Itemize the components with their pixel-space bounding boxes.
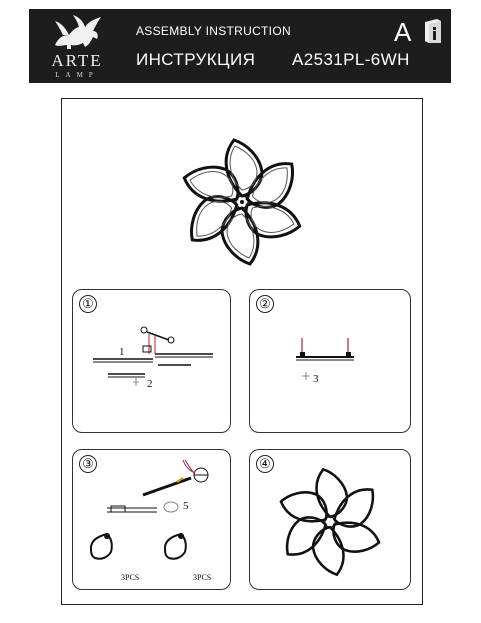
language-letter: A xyxy=(394,17,412,47)
step-2-number: ② xyxy=(256,295,274,313)
lamp-overview-illustration xyxy=(167,132,317,272)
step-3-number: ③ xyxy=(79,455,97,473)
step-3-drawing xyxy=(73,450,232,591)
step-1-panel xyxy=(72,289,231,433)
step-1-number: ① xyxy=(79,295,97,313)
step-4-drawing xyxy=(250,450,412,591)
brand-logo xyxy=(37,15,115,79)
step-2-label-3: 3 xyxy=(313,373,319,385)
step-1-label-2: 2 xyxy=(147,378,153,390)
title-english: ASSEMBLY INSTRUCTION xyxy=(136,24,291,38)
step-3-part-a-count: 3PCS xyxy=(121,573,140,582)
header-banner xyxy=(29,9,451,83)
step-3-part-b-count: 3PCS xyxy=(193,573,212,582)
step-4-panel xyxy=(249,449,411,590)
step-1-drawing xyxy=(73,290,232,434)
model-number: A2531PL-6WH xyxy=(292,50,410,69)
brand-subtitle: LAMP xyxy=(55,71,99,79)
info-book-icon xyxy=(423,18,443,44)
title-russian: ИНСТРУКЦИЯ xyxy=(136,50,256,69)
brand-name: ARTE xyxy=(51,51,103,70)
griffin-logo-icon xyxy=(49,15,103,51)
step-3-panel xyxy=(72,449,231,590)
step-2-panel xyxy=(249,289,411,433)
step-3-label-5: 5 xyxy=(183,500,189,512)
step-2-drawing xyxy=(250,290,412,434)
step-1-label-1: 1 xyxy=(119,346,125,358)
step-4-number: ④ xyxy=(256,455,274,473)
